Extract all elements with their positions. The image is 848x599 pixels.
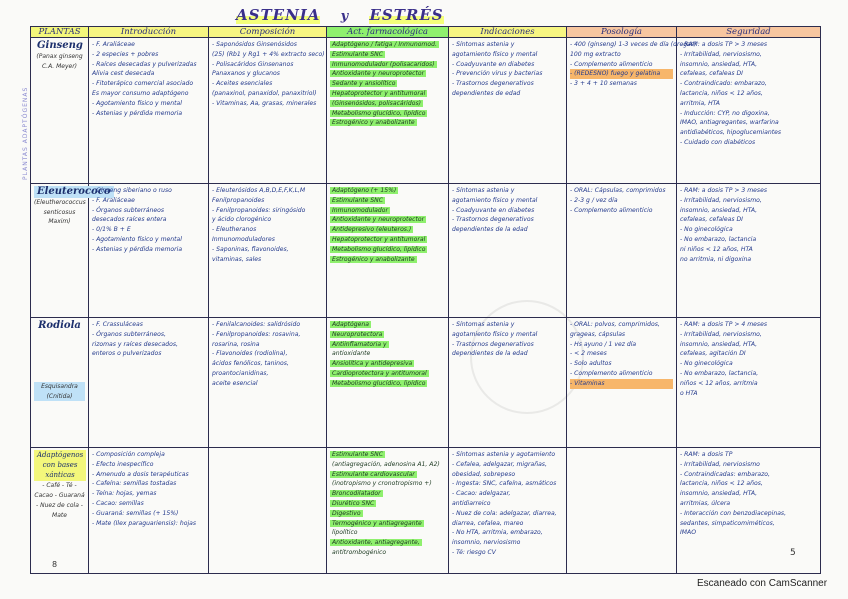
cell-line [330,528,445,538]
cell-composicion [209,318,327,448]
cell-line [330,235,445,245]
cell-line [330,245,445,255]
cell-line: (25) (Rb1 y Rg1 + 4% extracto seco) [212,50,325,58]
cell-act-farmacologica [327,318,449,448]
highlighted-text: Estimulante SNC [332,196,383,204]
cell-line [330,79,445,89]
highlighted-text: Antioxidante y neuroprotector [332,70,425,78]
cell-seguridad [677,184,821,318]
highlighted-text: Ansiolítica y antidepresiva [332,360,413,368]
cell-line: antidiabéticos, hipoglucemiantes [680,129,782,137]
cell-line: - Hs ayuno / 1 vez día [570,340,637,348]
plant-name: Adaptógenos con bases xánticas [34,450,86,481]
cell-line: ni niños < 12 años, HTA [680,245,753,253]
plant-row [31,448,821,574]
cell-line [330,89,445,99]
cell-line [330,320,445,330]
cell-list [452,450,563,558]
cell-line [330,538,445,548]
cell-list [212,40,323,109]
cell-line: (panaxinol, panaxidol, panaxitriol) [212,89,317,97]
cell-line: - Trastornos degenerativos [452,80,534,88]
cell-list [92,450,205,528]
cell-line: - Irritabilidad, nerviosismo, [680,196,762,204]
cell-line: 100 mg extracto [570,50,621,58]
cell-line: cefaleas, agitación DI [680,350,746,358]
cell-list [452,40,563,99]
cell-list [212,186,323,264]
cell-line: - Irritabilidad, nerviosismo, [680,50,762,58]
cell-line: insomnio, ansiedad, HTA, [680,60,758,68]
cell-line: - No ginecológica [680,226,733,234]
highlighted-text: Cardioprotectora y antitumoral [332,369,427,377]
cell-line: - Saponinas, flavonoides, [212,245,289,253]
cell-list [570,40,697,89]
cell-line: - Guaraná: semillas (+ 15%) [92,509,179,517]
cell-line: - Polisacáridos Ginsenanos [212,60,294,68]
highlighted-text: Broncodilatador [332,490,381,498]
highlighted-text: lipolítico [332,529,358,537]
cell-line [330,196,445,206]
cell-line: obesidad, sobrepeso [452,470,516,478]
cell-list [680,186,817,264]
cell-line: IMAO [680,529,697,537]
cell-line: grageas, cápsulas [570,330,626,338]
cell-line: Inmunomoduladores [212,235,275,243]
cell-line: - Contraindicado: embarazo, [680,80,767,88]
header-plantas: PLANTAS [31,27,89,38]
highlighted-text: Neuroprotectora [332,330,383,338]
cell-list [680,320,817,398]
cell-line [330,206,445,216]
header-indicaciones: Indicaciones [449,27,567,38]
cell-line: sedantes, simpaticomiméticos, [680,519,775,527]
cell-act-farmacologica [327,184,449,318]
cell-line: - Cacao: semillas [92,499,144,507]
cell-indicaciones [449,184,567,318]
highlighted-text: (Ginsenósidos, polisacáridos) [332,99,422,107]
highlighted-text: Antiinflamatoria y [332,340,387,348]
cell-line [330,225,445,235]
cell-line: - Té: riesgo CV [452,548,496,556]
cell-line [330,369,445,379]
cell-seguridad [677,448,821,574]
cell-line: - 2-3 g / vez día [570,196,618,204]
cell-line: - Teína: hojas, yemas [92,490,157,498]
cell-line: - Irritabilidad, nerviosismo, [680,330,762,338]
plant-name: Rodiola [38,320,81,331]
highlighted-text: Metabolismo glucídico, lipídico [332,379,426,387]
cell-line: Alivia cest desecada [92,70,155,78]
highlighted-text: Estimulante SNC [332,50,383,58]
cell-line [330,499,445,509]
cell-line: - (REDESNO) fuego y gelatina [570,69,673,79]
cell-line: insomnio, ansiedad, HTA, [680,490,758,498]
cell-line: arritmias, úlcera [680,499,731,507]
cell-line: - Agotamiento físico y mental [92,99,182,107]
cell-line: agotamiento físico y mental [452,330,538,338]
cell-line [330,60,445,70]
cell-list [212,320,323,389]
highlighted-text: Adaptógeno / fatiga / Inmunomod. [332,41,437,48]
cell-list [570,186,673,215]
side-note-esquisandra: Esquisandra (Cnitida) [34,382,85,402]
cell-line: - Cuidado con diabéticos [680,138,756,146]
page-number-left: 8 [52,560,58,569]
cell-line: - Amenudo a dosis terapéuticas [92,470,189,478]
title-part2: ESTRÉS [369,6,444,24]
cell-line: - Trastornos degenerativos [452,340,534,348]
cell-line: - Fenilpropanoides: siringósido [212,206,306,214]
highlighted-text: (antiagregación, adenosina A1, A2) [332,460,440,468]
cell-line: - Coadyuvante en diabetes [452,206,535,214]
highlighted-text: Hepatoprotector y antitumoral [332,89,426,97]
cell-line: ácidos fenólicos, taninos, [212,360,289,368]
plant-row [31,318,821,448]
highlighted-text: Hepatoprotector y antitumoral [332,235,426,243]
highlighted-text: Diurético SNC [332,499,375,507]
scanner-watermark-text: Escaneado con CamScanner [697,578,828,589]
cell-composicion [209,38,327,184]
cell-line: agotamiento físico y mental [452,196,538,204]
cell-intro [89,38,209,184]
header-introduccion: Introducción [89,27,209,38]
cell-line [330,40,445,50]
cell-line: - Órganos subterráneos [92,206,165,214]
cell-line [330,99,445,109]
cell-line: - 3 + 4 + 10 semanas [570,80,637,88]
cell-line: - No embarazo, lactancia [680,235,757,243]
cell-posologia [567,38,697,184]
title-part1: ASTENIA [236,6,321,24]
page-title [236,6,444,24]
cell-line: Panaxanos y glucanos [212,70,280,78]
cell-line [330,548,445,558]
cell-line: - Síntomas astenia y agotamiento [452,451,556,458]
cell-line: arritmia, HTA [680,99,720,107]
cell-line: - ORAL: Cápsulas, comprimidos [570,187,666,194]
highlighted-text: Inmunomodulador [332,206,388,214]
cell-line: insomnio, ansiedad, HTA, [680,340,758,348]
cell-line: - Cacao: adelgazar, [452,490,511,498]
cell-list [92,320,205,359]
cell-line: - 2 especies + pobres [92,50,159,58]
cell-intro [89,448,209,574]
highlighted-text: Antidepresivo (eleuteros.) [332,226,412,234]
plant-cell [31,184,111,318]
highlighted-text: Antioxidante y neuroprotector [332,216,425,224]
cell-line: - Astenias y pérdida memoria [92,245,183,253]
cell-intro [89,318,209,448]
plant-cell [31,38,89,184]
plant-row [31,184,821,318]
plant-scientific-name: (Eleutherococcus senticosus Maxim) [34,198,86,226]
cell-line: - RAM: a dosis TP > 4 meses [680,321,768,328]
cell-line: - Vitaminas [570,379,673,389]
cell-line [330,489,445,499]
cell-line [330,215,445,225]
highlighted-text: Estimulante SNC [332,451,383,458]
cell-line [330,379,445,389]
highlighted-text: Termogénico y antiagregante [332,519,422,527]
cell-line: - Órganos subterráneos, [92,330,166,338]
cell-line: rizomas y raíces desecados, [92,340,178,348]
cell-list [330,186,445,264]
highlighted-text: Digestivo [332,509,361,517]
cell-line: - Aceites esenciales [212,80,273,88]
cell-line: no arritmia, ni digoxina [680,255,752,263]
cell-line: lactancia, niños < 12 años, [680,480,763,488]
cell-list [570,320,673,389]
highlighted-text: Adaptógeno (+ 15%) [332,187,397,194]
cell-list [330,320,445,389]
summary-table [30,26,821,574]
cell-list [452,186,563,235]
cell-line: - Flavonoides (rodiolina), [212,350,288,358]
cell-line: - Complemento alimenticio [570,60,653,68]
cell-line: - < 2 meses [570,350,607,358]
cell-line [330,450,445,460]
cell-line [330,470,445,480]
cell-line: - Fitoterápico comercial asociado [92,80,194,88]
cell-line: rosarina, rosina [212,340,260,348]
cell-line: - Composición compleja [92,451,165,458]
cell-line [330,509,445,519]
cell-line [330,186,445,196]
cell-line: y ácido clorogénico [212,216,272,224]
cell-composicion [209,448,327,574]
cell-line: - No HTA, arritmia, embarazo, [452,529,543,537]
cell-list [92,186,205,255]
cell-posologia [567,318,677,448]
header-composicion: Composición [209,27,327,38]
cell-line [330,109,445,119]
cell-line: - F. Crassuláceas [92,321,143,328]
cell-line: - Astenias y pérdida memoria [92,109,183,117]
header-act-farmacologica: Act. farmacológica [327,27,449,38]
cell-line [330,519,445,529]
cell-line [330,255,445,265]
plant-cell [31,318,89,448]
cell-line: Fenilpropanoides [212,196,265,204]
cell-line: - Fenilpropanoides: rosavina, [212,330,301,338]
cell-line: - Solo adultos [570,360,612,368]
cell-line: - No ginecológica [680,360,733,368]
cell-list [92,40,205,118]
cell-line: - No embarazo, lactancia, [680,369,759,377]
cell-line: - Complemento alimenticio [570,206,653,214]
cell-seguridad [677,38,821,184]
header-seguridad: Seguridad [677,27,821,38]
cell-posologia [567,448,677,574]
cell-line: - Raíces desecadas y pulverizadas [92,60,197,68]
cell-line: - RAM: a dosis TP > 3 meses [680,187,768,194]
cell-indicaciones [449,318,567,448]
plant-scientific-name: (Panax ginseng C.A. Meyer) [36,52,83,70]
cell-list [680,40,817,148]
highlighted-text: Estrogénico y anabolizante [332,119,415,127]
cell-line: - F. Araliáceae [92,196,135,204]
cell-line: - Síntomas astenia y [452,187,515,194]
cell-line: aceite esencial [212,379,258,387]
cell-line: - Interacción con benzodiacepinas, [680,509,787,517]
cell-line: - Inducción: CYP, no digoxina, [680,109,770,117]
cell-intro [89,184,209,318]
cell-line [330,359,445,369]
cell-line: - F. Araliáceae [92,41,135,48]
cell-list [330,40,445,128]
plant-cell [31,448,89,574]
cell-line: - Eleuterósidos A,B,D,E,F,K,L,M [212,187,306,194]
cell-line [330,479,445,489]
cell-composicion [209,184,327,318]
highlighted-text: (inotropismo y cronotropismo +) [332,480,432,488]
header-row [31,27,821,38]
cell-line: Es mayor consumo adaptógeno [92,89,189,97]
highlighted-text: Adaptógena [332,321,369,328]
cell-line: dependientes de la edad [452,226,528,234]
highlighted-text: Metabolismo glucídico, lipídico [332,245,426,253]
cell-line: dependientes de edad [452,89,521,97]
cell-act-farmacologica [327,448,449,574]
plant-row [31,38,821,184]
cell-line: - Ingesta: SNC, cafeína, asmáticos [452,480,557,488]
cell-line: insomnio, nerviosismo [452,539,521,547]
highlighted-text: Estimulante cardiovascular [332,470,415,478]
cell-line: - Cefalea, adelgazar, migrañas, [452,460,547,468]
highlighted-text: antitrombogénico [332,548,387,556]
cell-line: - Síntomas astenia y [452,41,515,48]
cell-line: cefaleas, cefaleas DI [680,70,743,78]
cell-list [680,450,817,538]
cell-line: desecados raíces entera [92,216,167,224]
cell-line: - Complemento alimenticio [570,369,653,377]
highlighted-text: Inmunomodulador (polisacaridos) [332,60,435,68]
cell-line: - Fenilalcanoides: salidrósido [212,321,301,328]
cell-line [330,50,445,60]
cell-line: antidiarreico [452,499,491,507]
title-conjunction: y [340,9,350,24]
cell-line: vitaminas, sales [212,255,262,263]
cell-line: - Saponósidos Ginsenósidos [212,41,297,48]
page-number-right: 5 [790,548,796,558]
cell-line [330,340,445,350]
cell-line: enteros o pulverizados [92,350,162,358]
cell-line [330,118,445,128]
cell-line: - 0/1% B + E [92,226,131,234]
cell-line: - Mate (Ilex paraguariensis): hojas [92,519,197,527]
highlighted-text: Antioxidante, antiagregante, [332,539,420,547]
cell-line: - Coadyuvante en diabetes [452,60,535,68]
cell-seguridad [677,318,821,448]
cell-line: lactancia, niños < 12 años, [680,89,763,97]
highlighted-text: Estrogénico y anabolizante [332,255,415,263]
cell-line: o HTA [680,389,698,397]
cell-line: - Contraindicadas: embarazo, [680,470,770,478]
cell-posologia [567,184,677,318]
cell-line: niños < 12 años, arritmia [680,379,758,387]
plant-scientific-name: - Café - Té - Cacao - Guaraná - Nuez de cola - Mate [34,482,85,519]
plant-name: Ginseng [37,40,83,51]
cell-indicaciones [449,38,567,184]
cell-line: agotamiento físico y mental [452,50,538,58]
cell-line: - Ginseng siberiano o ruso [92,187,172,194]
cell-line: - ORAL: polvos, comprimidos, [570,321,660,328]
header-posologia: Posología [567,27,677,38]
cell-line: insomnio, ansiedad, HTA, [680,206,758,214]
cell-line: - Irritabilidad, nerviosismo [680,460,760,468]
cell-line: diarrea, cefalea, mareo [452,519,524,527]
cell-line: proantocianidinas, [212,369,269,377]
cell-list [452,320,563,359]
highlighted-text: Metabolismo glucídico, lipídico [332,109,426,117]
cell-line: - RAM: a dosis TP > 3 meses [680,41,768,48]
cell-line: - Síntomas astenia y [452,321,515,328]
cell-line: - Trastornos degenerativos [452,216,534,224]
cell-indicaciones [449,448,567,574]
cell-line: cefaleas, cefaleas DI [680,216,743,224]
cell-line: IMAO, antiagregantes, warfarina [680,119,779,127]
cell-line [330,460,445,470]
cell-line [330,69,445,79]
cell-line: - Agotamiento físico y mental [92,235,182,243]
cell-line: - Vitaminas, Aa, grasas, minerales [212,99,317,107]
cell-list [330,450,445,558]
cell-line: - Nuez de cola: adelgazar, diarrea, [452,509,557,517]
cell-line [330,349,445,359]
cell-line: - Cafeína: semillas tostadas [92,480,177,488]
cell-line: - Prevención virus y bacterias [452,70,543,78]
cell-line: - 400 (ginseng) 1-3 veces de día (drogas) [570,41,697,48]
cell-line: - Eleutheranos [212,226,257,234]
cell-line: - RAM: a dosis TP [680,451,733,458]
cell-line: dependientes de la edad [452,350,528,358]
vertical-side-label: PLANTAS ADAPTÓGENAS [22,86,29,180]
highlighted-text: antioxidante [332,350,371,358]
plant-name: Eleuterococo [34,186,114,198]
highlighted-text: Sedante y ansiolítico [332,80,396,88]
cell-act-farmacologica [327,38,449,184]
cell-line: - Efecto inespecífico [92,460,154,468]
cell-line [330,330,445,340]
